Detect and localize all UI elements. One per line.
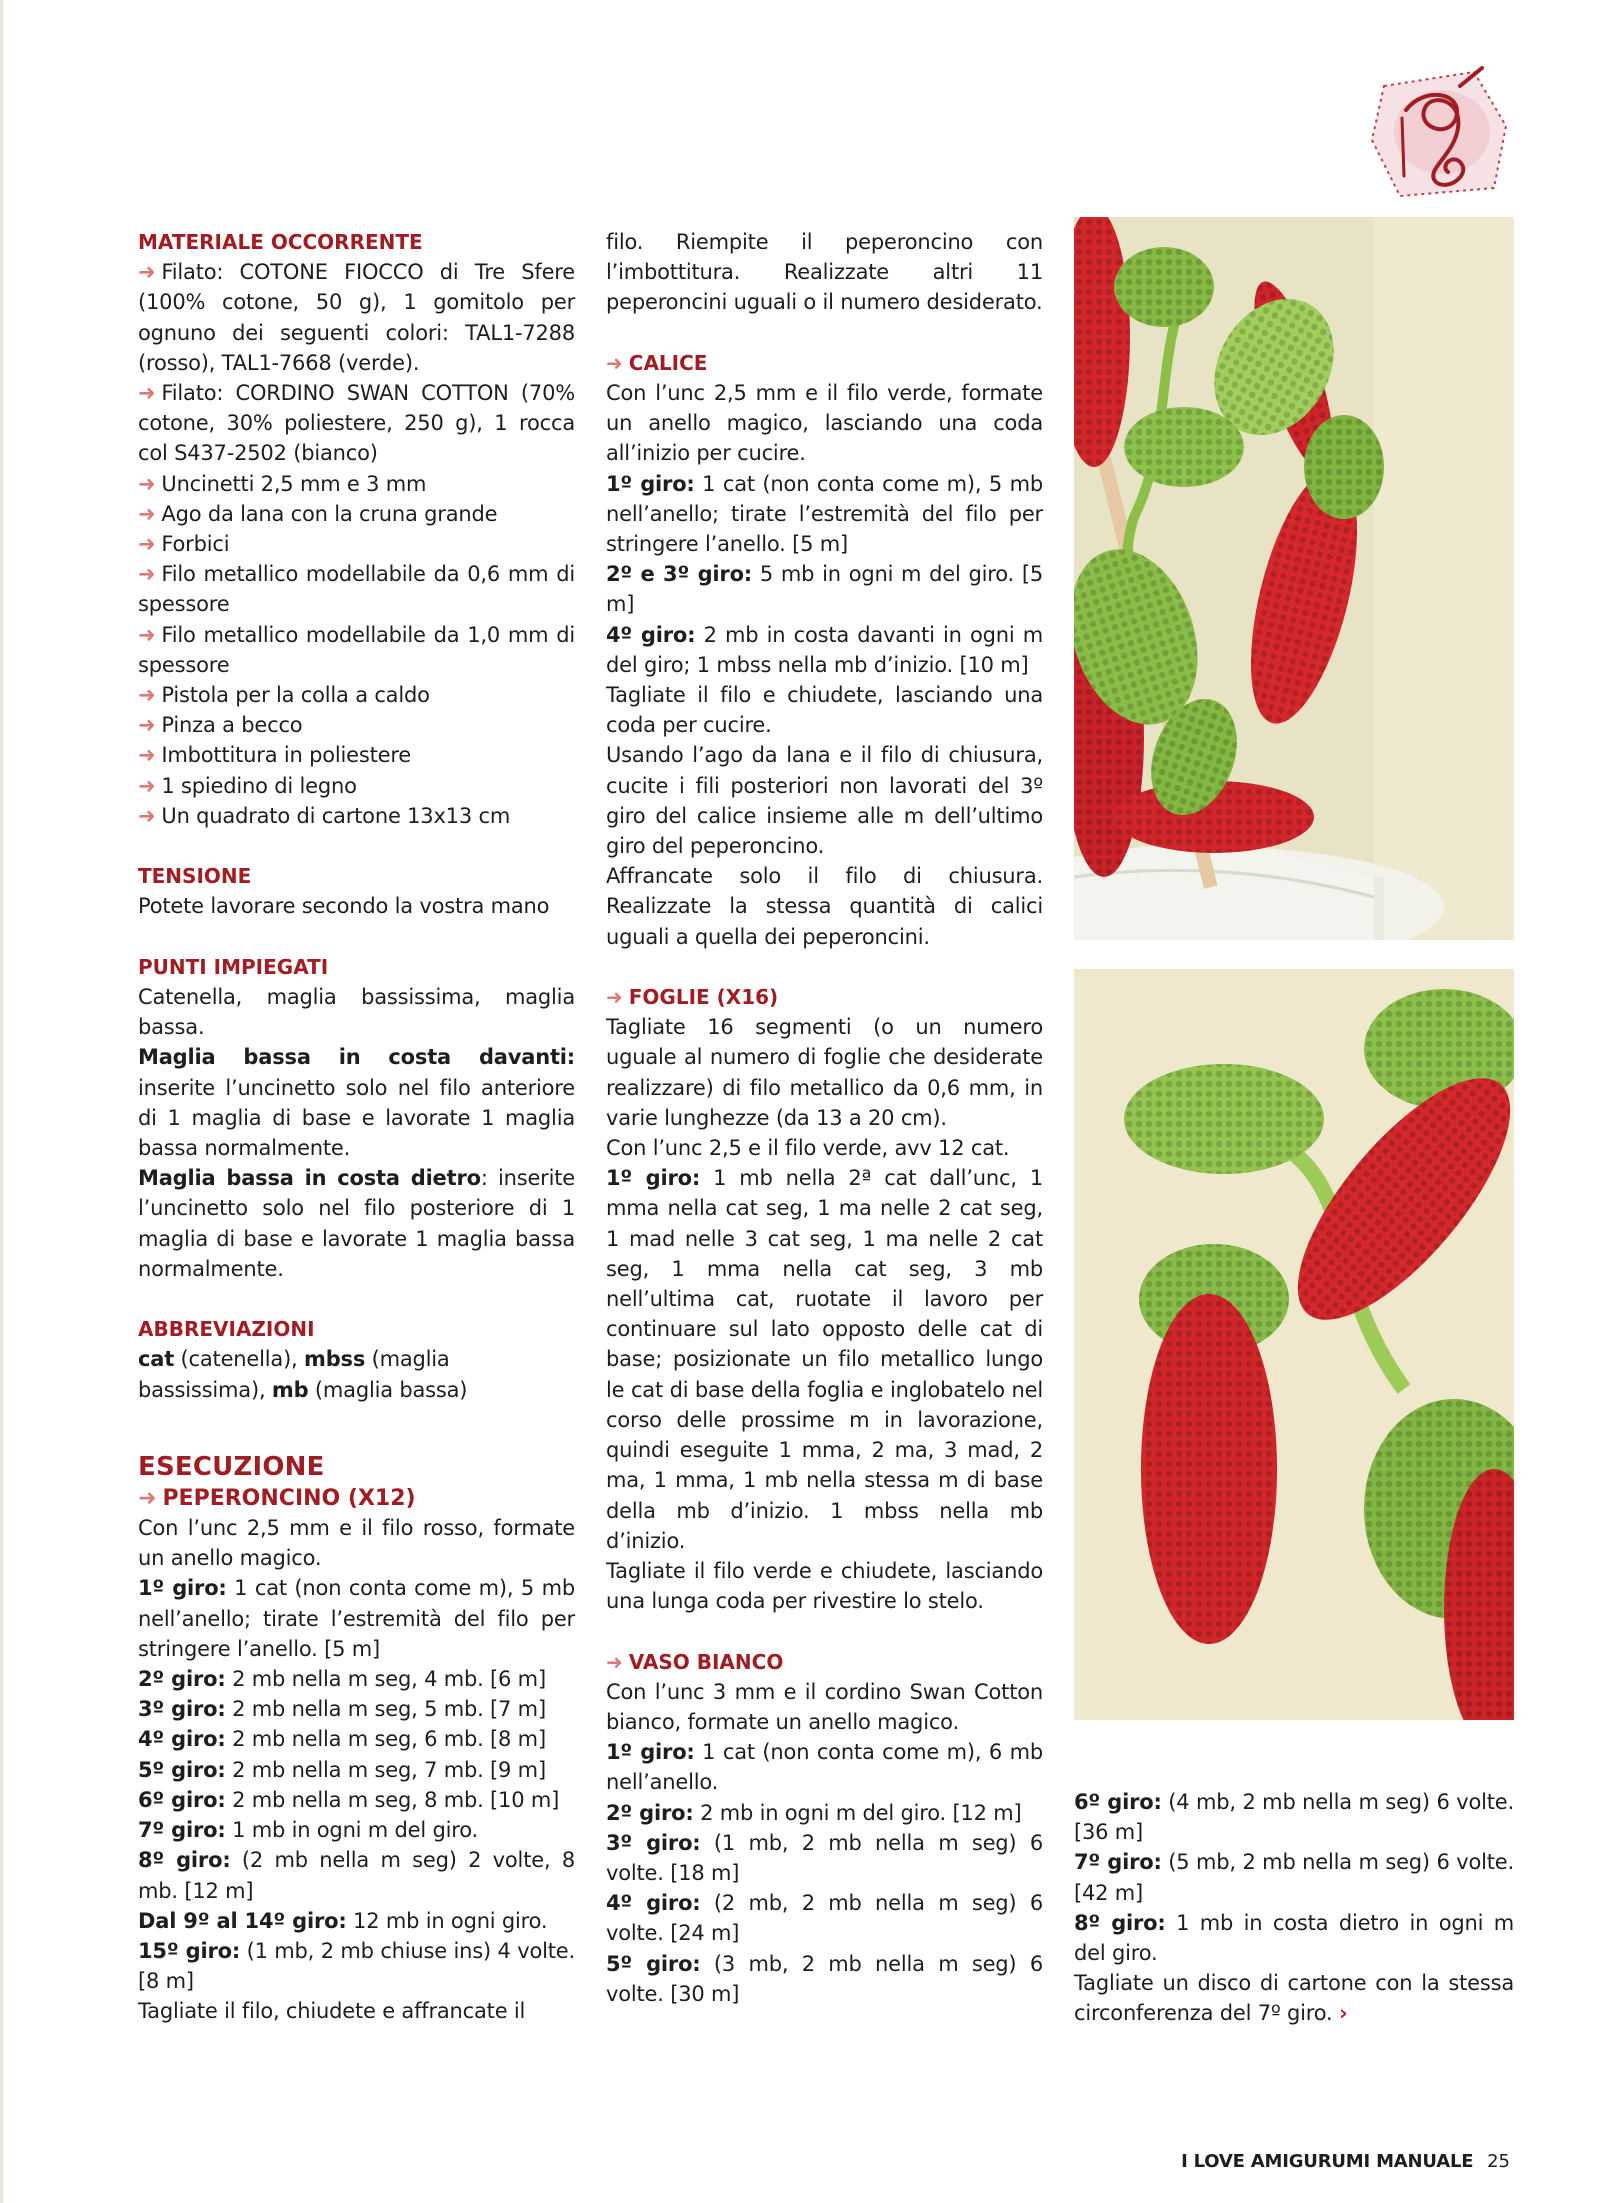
foglie-text-3: Tagliate il filo verde e chiudete, lasciando una lunga coda per rivestire lo stelo. xyxy=(606,1558,1043,1614)
peperoncino-rounds xyxy=(138,1573,575,1996)
materials-item: ➜ Filo metallico modellabile da 1,0 mm di spessore xyxy=(138,622,575,677)
peperoncino-continued: filo. Riempite il peperoncino con l’imbottitura. Realizzate altri 11 peperoncini uguali o il numero desiderato. xyxy=(606,230,1043,315)
arrow-icon: ➜ xyxy=(606,985,623,1010)
pepper-closeup-image xyxy=(1074,969,1514,1720)
round-instruction: 3º giro: 2 mb nella m seg, 5 mb. [7 m] xyxy=(138,1697,546,1722)
materials-item: ➜ Imbottitura in poliestere xyxy=(138,743,412,768)
arrow-icon: ➜ xyxy=(138,562,156,587)
pepper-plant-image xyxy=(1074,217,1514,940)
foglie-text-1: Tagliate 16 segmenti (o un numero uguale al numero di foglie che desiderate realizzare) di filo metallico da 0,6 mm, in varie lunghezze (da 13 a 20 cm). xyxy=(606,1015,1043,1130)
section-title-abbreviazioni: ABBREVIAZIONI xyxy=(138,1317,315,1342)
vaso-rounds-continued xyxy=(1074,1787,1514,1968)
tensione-text: Potete lavorare secondo la vostra mano xyxy=(138,894,550,919)
calice-text-1: Tagliate il filo e chiudete, lasciando una coda per cucire. xyxy=(606,683,1043,738)
round-instruction: 8º giro: 1 mb in costa dietro in ogni m del giro. xyxy=(1074,1910,1514,1966)
arrow-icon: ➜ xyxy=(138,1486,157,1512)
calice-text-3: Affrancate solo il filo di chiusura. Realizzate la stessa quantità di calici uguali a quella dei peperoncini. xyxy=(606,864,1043,949)
materials-item: ➜ Pinza a becco xyxy=(138,713,303,738)
round-instruction: 3º giro: (1 mb, 2 mb nella m seg) 6 volte. [18 m] xyxy=(606,1830,1043,1885)
calice-intro: Con l’unc 2,5 mm e il filo verde, formate un anello magico, lasciando una coda all’inizio per cucire. xyxy=(606,381,1043,466)
section-title-materiale: MATERIALE OCCORRENTE xyxy=(138,230,423,254)
vaso-rounds xyxy=(606,1737,1043,2009)
section-title-punti: PUNTI IMPIEGATI xyxy=(138,954,329,979)
arrow-icon: ➜ xyxy=(138,532,156,557)
end-mark-icon: › xyxy=(1339,2001,1348,2026)
round-instruction: 4º giro: 2 mb in costa davanti in ogni m del giro; 1 mbss nella mb d’inizio. [10 m] xyxy=(606,622,1043,677)
round-instruction: 6º giro: (4 mb, 2 mb nella m seg) 6 volte. [36 m] xyxy=(1074,1790,1514,1845)
peperoncino-intro: Con l’unc 2,5 mm e il filo rosso, formate un anello magico. xyxy=(138,1516,575,1571)
section-title-peperoncino: ➜ PEPERONCINO (X12) xyxy=(138,1486,416,1512)
column-1 xyxy=(138,227,575,2027)
round-instruction: 5º giro: (3 mb, 2 mb nella m seg) 6 volte. [30 m] xyxy=(606,1951,1043,2006)
materials-item: ➜ Forbici xyxy=(138,532,230,557)
mb-dietro-text: Maglia bassa in costa dietro: inserite l’uncinetto solo nel filo posteriore di 1 maglia di base e lavorate 1 maglia bassa normalmente. xyxy=(138,1166,575,1281)
section-title-foglie: ➜ FOGLIE (X16) xyxy=(606,985,779,1010)
punti-text: Catenella, maglia bassissima, maglia bassa. xyxy=(138,985,575,1040)
arrow-icon: ➜ xyxy=(606,1649,623,1674)
materials-item: ➜ Ago da lana con la cruna grande xyxy=(138,501,498,526)
arrow-icon: ➜ xyxy=(138,471,156,496)
vaso-intro: Con l’unc 3 mm e il cordino Swan Cotton bianco, formate un anello magico. xyxy=(606,1679,1043,1734)
arrow-icon: ➜ xyxy=(138,683,156,708)
page-edge xyxy=(0,0,3,2203)
round-instruction: 1º giro: 1 cat (non conta come m), 5 mb nell’anello; tirate l’estremità del filo per stringere l’anello. [5 m] xyxy=(138,1576,575,1661)
arrow-icon: ➜ xyxy=(138,773,156,798)
materials-item: ➜ Filo metallico modellabile da 0,6 mm di spessore xyxy=(138,562,575,617)
arrow-icon: ➜ xyxy=(138,622,156,647)
section-title-calice: ➜ CALICE xyxy=(606,350,708,375)
round-instruction: 6º giro: 2 mb nella m seg, 8 mb. [10 m] xyxy=(138,1787,560,1812)
round-instruction: 2º giro: 2 mb in ogni m del giro. [12 m] xyxy=(606,1800,1022,1825)
materials-list xyxy=(138,257,575,831)
esecuzione-title: ESECUZIONE xyxy=(138,1452,325,1483)
column-3 xyxy=(1074,1787,1514,2029)
arrow-icon: ➜ xyxy=(138,260,156,285)
column-2 xyxy=(606,227,1043,2009)
round-instruction: Dal 9º al 14º giro: 12 mb in ogni giro. xyxy=(138,1908,548,1933)
round-instruction: 1º giro: 1 cat (non conta come m), 6 mb nell’anello. xyxy=(606,1740,1043,1795)
foglie-round-1: 1º giro: 1 mb nella 2ª cat dall’unc, 1 mma nella cat seg, 1 ma nelle 2 cat seg, 1 mad nelle 3 cat seg, 1 ma nelle 2 cat seg, 1 mma nella cat seg, 3 mb nell’ultima cat, ruotate il lavoro per continuare sul lato opposto delle cat di base; posizionate un filo metallico lungo le cat di base della foglia e inglobatelo nel corso delle prossime m in lavorazione, quindi eseguite 1 mma, 2 ma, 3 mad, 2 ma, 1 mma, 1 mb nella stessa m di base della mb d’inizio. 1 mbss nella mb d’inizio. xyxy=(606,1166,1043,1553)
round-instruction: 2º giro: 2 mb nella m seg, 4 mb. [6 m] xyxy=(138,1667,546,1692)
round-instruction: 15º giro: (1 mb, 2 mb chiuse ins) 4 volte. [8 m] xyxy=(138,1938,575,1994)
materials-item: ➜ 1 spiedino di legno xyxy=(138,773,357,798)
hook-logo-icon xyxy=(1364,66,1514,202)
calice-text-2: Usando l’ago da lana e il filo di chiusura, cucite i fili posteriori non lavorati del 3º giro del calice insieme alle m dell’ultimo giro del peperoncino. xyxy=(606,743,1043,859)
materials-item: ➜ Filato: COTONE FIOCCO di Tre Sfere (100% cotone, 50 g), 1 gomitolo per ognuno dei seguenti colori: TAL1-7288 (rosso), TAL1-7668 (verde). xyxy=(138,260,575,375)
round-instruction: 2º e 3º giro: 5 mb in ogni m del giro. [5 m] xyxy=(606,562,1043,617)
arrow-icon: ➜ xyxy=(606,350,623,375)
materials-item: ➜ Filato: CORDINO SWAN COTTON (70% cotone, 30% poliestere, 250 g), 1 rocca col S437-2502 (bianco) xyxy=(138,381,575,466)
mb-davanti-text: Maglia bassa in costa davanti: inserite l’uncinetto solo nel filo anteriore di 1 maglia di base e lavorate 1 maglia bassa normalmente. xyxy=(138,1045,575,1161)
arrow-icon: ➜ xyxy=(138,743,156,768)
page-number: 25 xyxy=(1487,2151,1510,2172)
page-footer xyxy=(1181,2151,1510,2172)
arrow-icon: ➜ xyxy=(138,713,156,738)
materials-item: ➜ Uncinetti 2,5 mm e 3 mm xyxy=(138,471,427,496)
foglie-text-2: Con l’unc 2,5 e il filo verde, avv 12 cat. xyxy=(606,1136,1010,1161)
photo-pepper-plant-bottom xyxy=(1074,969,1514,1720)
round-instruction: 7º giro: (5 mb, 2 mb nella m seg) 6 volte. [42 m] xyxy=(1074,1850,1514,1905)
peperoncino-closing: Tagliate il filo, chiudete e affrancate il xyxy=(138,1999,526,2024)
materials-item: ➜ Un quadrato di cartone 13x13 cm xyxy=(138,803,511,828)
magazine-name: I LOVE AMIGURUMI MANUALE xyxy=(1181,2151,1474,2172)
round-instruction: 1º giro: 1 cat (non conta come m), 5 mb nell’anello; tirate l’estremità del filo per stringere l’anello. [5 m] xyxy=(606,471,1043,557)
round-instruction: 8º giro: (2 mb nella m seg) 2 volte, 8 mb. [12 m] xyxy=(138,1848,575,1903)
section-title-vaso: ➜ VASO BIANCO xyxy=(606,1649,784,1674)
photo-pepper-plant-top xyxy=(1074,217,1514,940)
arrow-icon: ➜ xyxy=(138,501,156,526)
arrow-icon: ➜ xyxy=(138,803,156,828)
round-instruction: 4º giro: (2 mb, 2 mb nella m seg) 6 volte. [24 m] xyxy=(606,1891,1043,1946)
section-title-tensione: TENSIONE xyxy=(138,864,252,889)
round-instruction: 5º giro: 2 mb nella m seg, 7 mb. [9 m] xyxy=(138,1757,546,1782)
calice-rounds xyxy=(606,469,1043,680)
round-instruction: 7º giro: 1 mb in ogni m del giro. xyxy=(138,1818,478,1843)
abbreviazioni-text: cat (catenella), mbss (maglia bassissima), mb (maglia bassa) xyxy=(138,1347,468,1402)
arrow-icon: ➜ xyxy=(138,381,156,406)
vaso-final-text: Tagliate un disco di cartone con la stessa circonferenza del 7º giro. › xyxy=(1074,1971,1514,2026)
materials-item: ➜ Pistola per la colla a caldo xyxy=(138,683,430,708)
round-instruction: 4º giro: 2 mb nella m seg, 6 mb. [8 m] xyxy=(138,1727,546,1752)
